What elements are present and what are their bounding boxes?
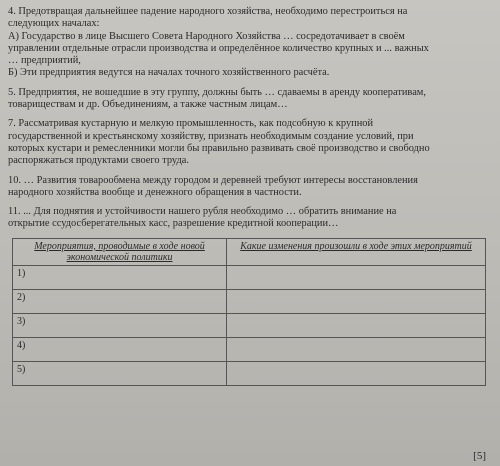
table-row <box>13 265 486 289</box>
answer-cell[interactable] <box>227 361 486 385</box>
q7-line: распоряжаться продуктами своего труда. <box>8 155 189 167</box>
q5-line: 5. Предприятия, не вошедшие в эту группу, должны быть … сдаваемы в аренду кооперативам, <box>8 86 426 98</box>
table-header-measures: Мероприятия, проводимые в ходе новой экономической политики <box>13 238 227 265</box>
q10-line: народного хозяйства вообще и денежного обращения в частности. <box>8 186 302 198</box>
table-header-changes: Какие изменения произошли в ходе этих мероприятий <box>227 238 486 265</box>
row-number: 2) <box>13 289 227 313</box>
answer-cell[interactable] <box>227 265 486 289</box>
table-row <box>13 361 486 385</box>
q4-line: … предприятий, <box>8 55 81 67</box>
score-mark: [5] <box>473 450 486 462</box>
table-row <box>13 289 486 313</box>
question-5 <box>8 87 492 112</box>
q4-line: управлении отдельные отрасли производства и определённое количество крупных и ... важных <box>8 42 429 54</box>
row-number: 4) <box>13 337 227 361</box>
question-4 <box>8 6 492 80</box>
q5-line: товариществам и др. Объединениям, а также частным лицам… <box>8 99 288 111</box>
q7-line: 7. Рассматривая кустарную и мелкую промышленность, как подсобную к крупной <box>8 118 374 130</box>
q4-line: Б) Эти предприятия ведутся на началах точного хозяйственного расчёта. <box>8 67 330 79</box>
q10-line: 10. … Развития товарообмена между городом и деревней требуют интересы восстановления <box>8 174 418 186</box>
table-row <box>13 313 486 337</box>
row-number: 3) <box>13 313 227 337</box>
q4-line: 4. Предотвращая дальнейшее падение народного хозяйства, необходимо перестроиться на <box>8 6 408 17</box>
answer-cell[interactable] <box>227 289 486 313</box>
q4-line: следующих началах: <box>8 18 100 30</box>
row-number: 1) <box>13 265 227 289</box>
q11-line: 11. ... Для поднятия и устойчивости нашего рубля необходимо … обратить внимание на <box>8 206 397 218</box>
table-row <box>13 337 486 361</box>
question-11 <box>8 206 492 231</box>
answer-table <box>12 238 486 386</box>
q7-line: которых кустари и ремесленники могли бы правильно развивать своё производство и свободно <box>8 142 430 154</box>
question-10 <box>8 175 492 200</box>
q7-line: государственной и крестьянскому хозяйству, признать необходимым создание условий, при <box>8 130 414 142</box>
answer-cell[interactable] <box>227 313 486 337</box>
q11-line: открытие ссудосберегательных касс, разрешение кредитной кооперации… <box>8 218 339 230</box>
row-number: 5) <box>13 361 227 385</box>
question-7 <box>8 118 492 167</box>
q4-line: А) Государство в лице Высшего Совета Народного Хозяйства … сосредотачивает в своём <box>8 30 405 42</box>
answer-cell[interactable] <box>227 337 486 361</box>
